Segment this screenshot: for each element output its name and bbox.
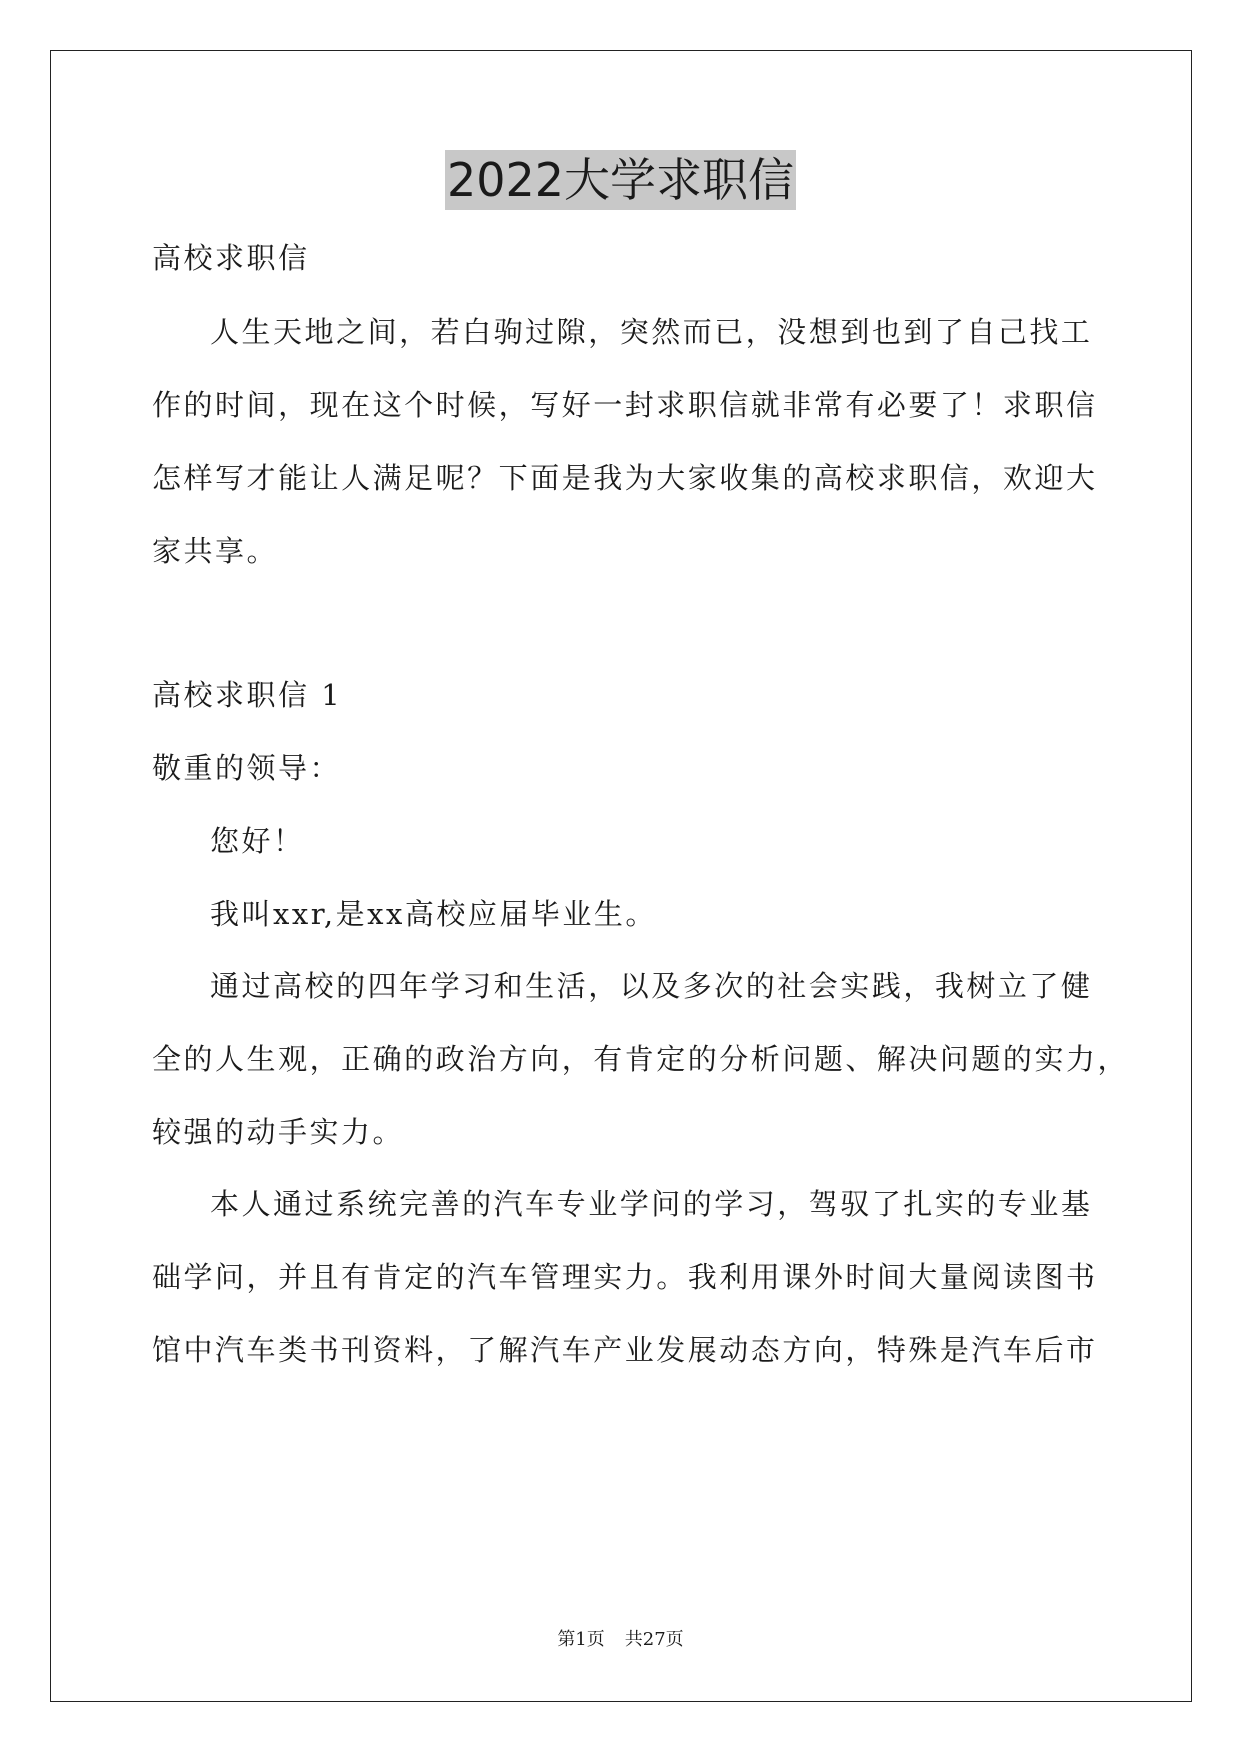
- page-number: 第1页: [557, 1629, 605, 1650]
- document-title: 2022大学求职信: [445, 150, 796, 210]
- para1-line-1: 通 过 高 校 的 四 年 学 习 和 生 活 ， 以 及 多 次 的 社 会 实 践 ， 我 树 立 了 健: [210, 969, 1093, 1003]
- salutation: 敬重的领导：: [152, 751, 342, 785]
- letter-heading: 高校求职信 1: [152, 678, 343, 712]
- para2-line-3: 馆 中 汽 车 类 书 刊 资 料 ， 了 解 汽 车 产 业 发 展 动 态 方 向 ， 特 殊 是 汽 车 后 市: [152, 1333, 1098, 1367]
- page-border: [50, 50, 1192, 1702]
- page-total: 共27页: [624, 1629, 684, 1650]
- self-intro: 我叫xxr,是xx高校应届毕业生。: [210, 897, 657, 931]
- greeting: 您好！: [210, 824, 305, 858]
- intro-line-4: 家共享。: [152, 534, 279, 568]
- section-heading: 高校求职信: [152, 241, 310, 275]
- intro-line-3: 怎 样 写 才 能 让 人 满 足 呢 ？ 下 面 是 我 为 大 家 收 集 的 高 校 求 职 信 ， 欢 迎 大: [152, 461, 1098, 495]
- title-block: [0, 150, 1241, 210]
- para2-line-1: 本 人 通 过 系 统 完 善 的 汽 车 专 业 学 问 的 学 习 ， 驾 驭 了 扎 实 的 专 业 基: [210, 1187, 1093, 1221]
- para1-line-3: 较强的动手实力。: [152, 1115, 405, 1149]
- para2-line-2: 础 学 问 ， 并 且 有 肯 定 的 汽 车 管 理 实 力 。 我 利 用 课 外 时 间 大 量 阅 读 图 书: [152, 1260, 1098, 1294]
- para1-line-2: 全 的 人 生 观 ， 正 确 的 政 治 方 向 ， 有 肯 定 的 分 析 问 题 、 解 决 问 题 的 实 力 ，: [152, 1042, 1129, 1076]
- intro-line-1: 人 生 天 地 之 间 ， 若 白 驹 过 隙 ， 突 然 而 已 ， 没 想 到 也 到 了 自 己 找 工: [210, 315, 1093, 349]
- page-footer: [0, 1628, 1241, 1652]
- intro-line-2: 作 的 时 间 ， 现 在 这 个 时 候 ， 写 好 一 封 求 职 信 就 非 常 有 必 要 了 ！ 求 职 信: [152, 388, 1098, 422]
